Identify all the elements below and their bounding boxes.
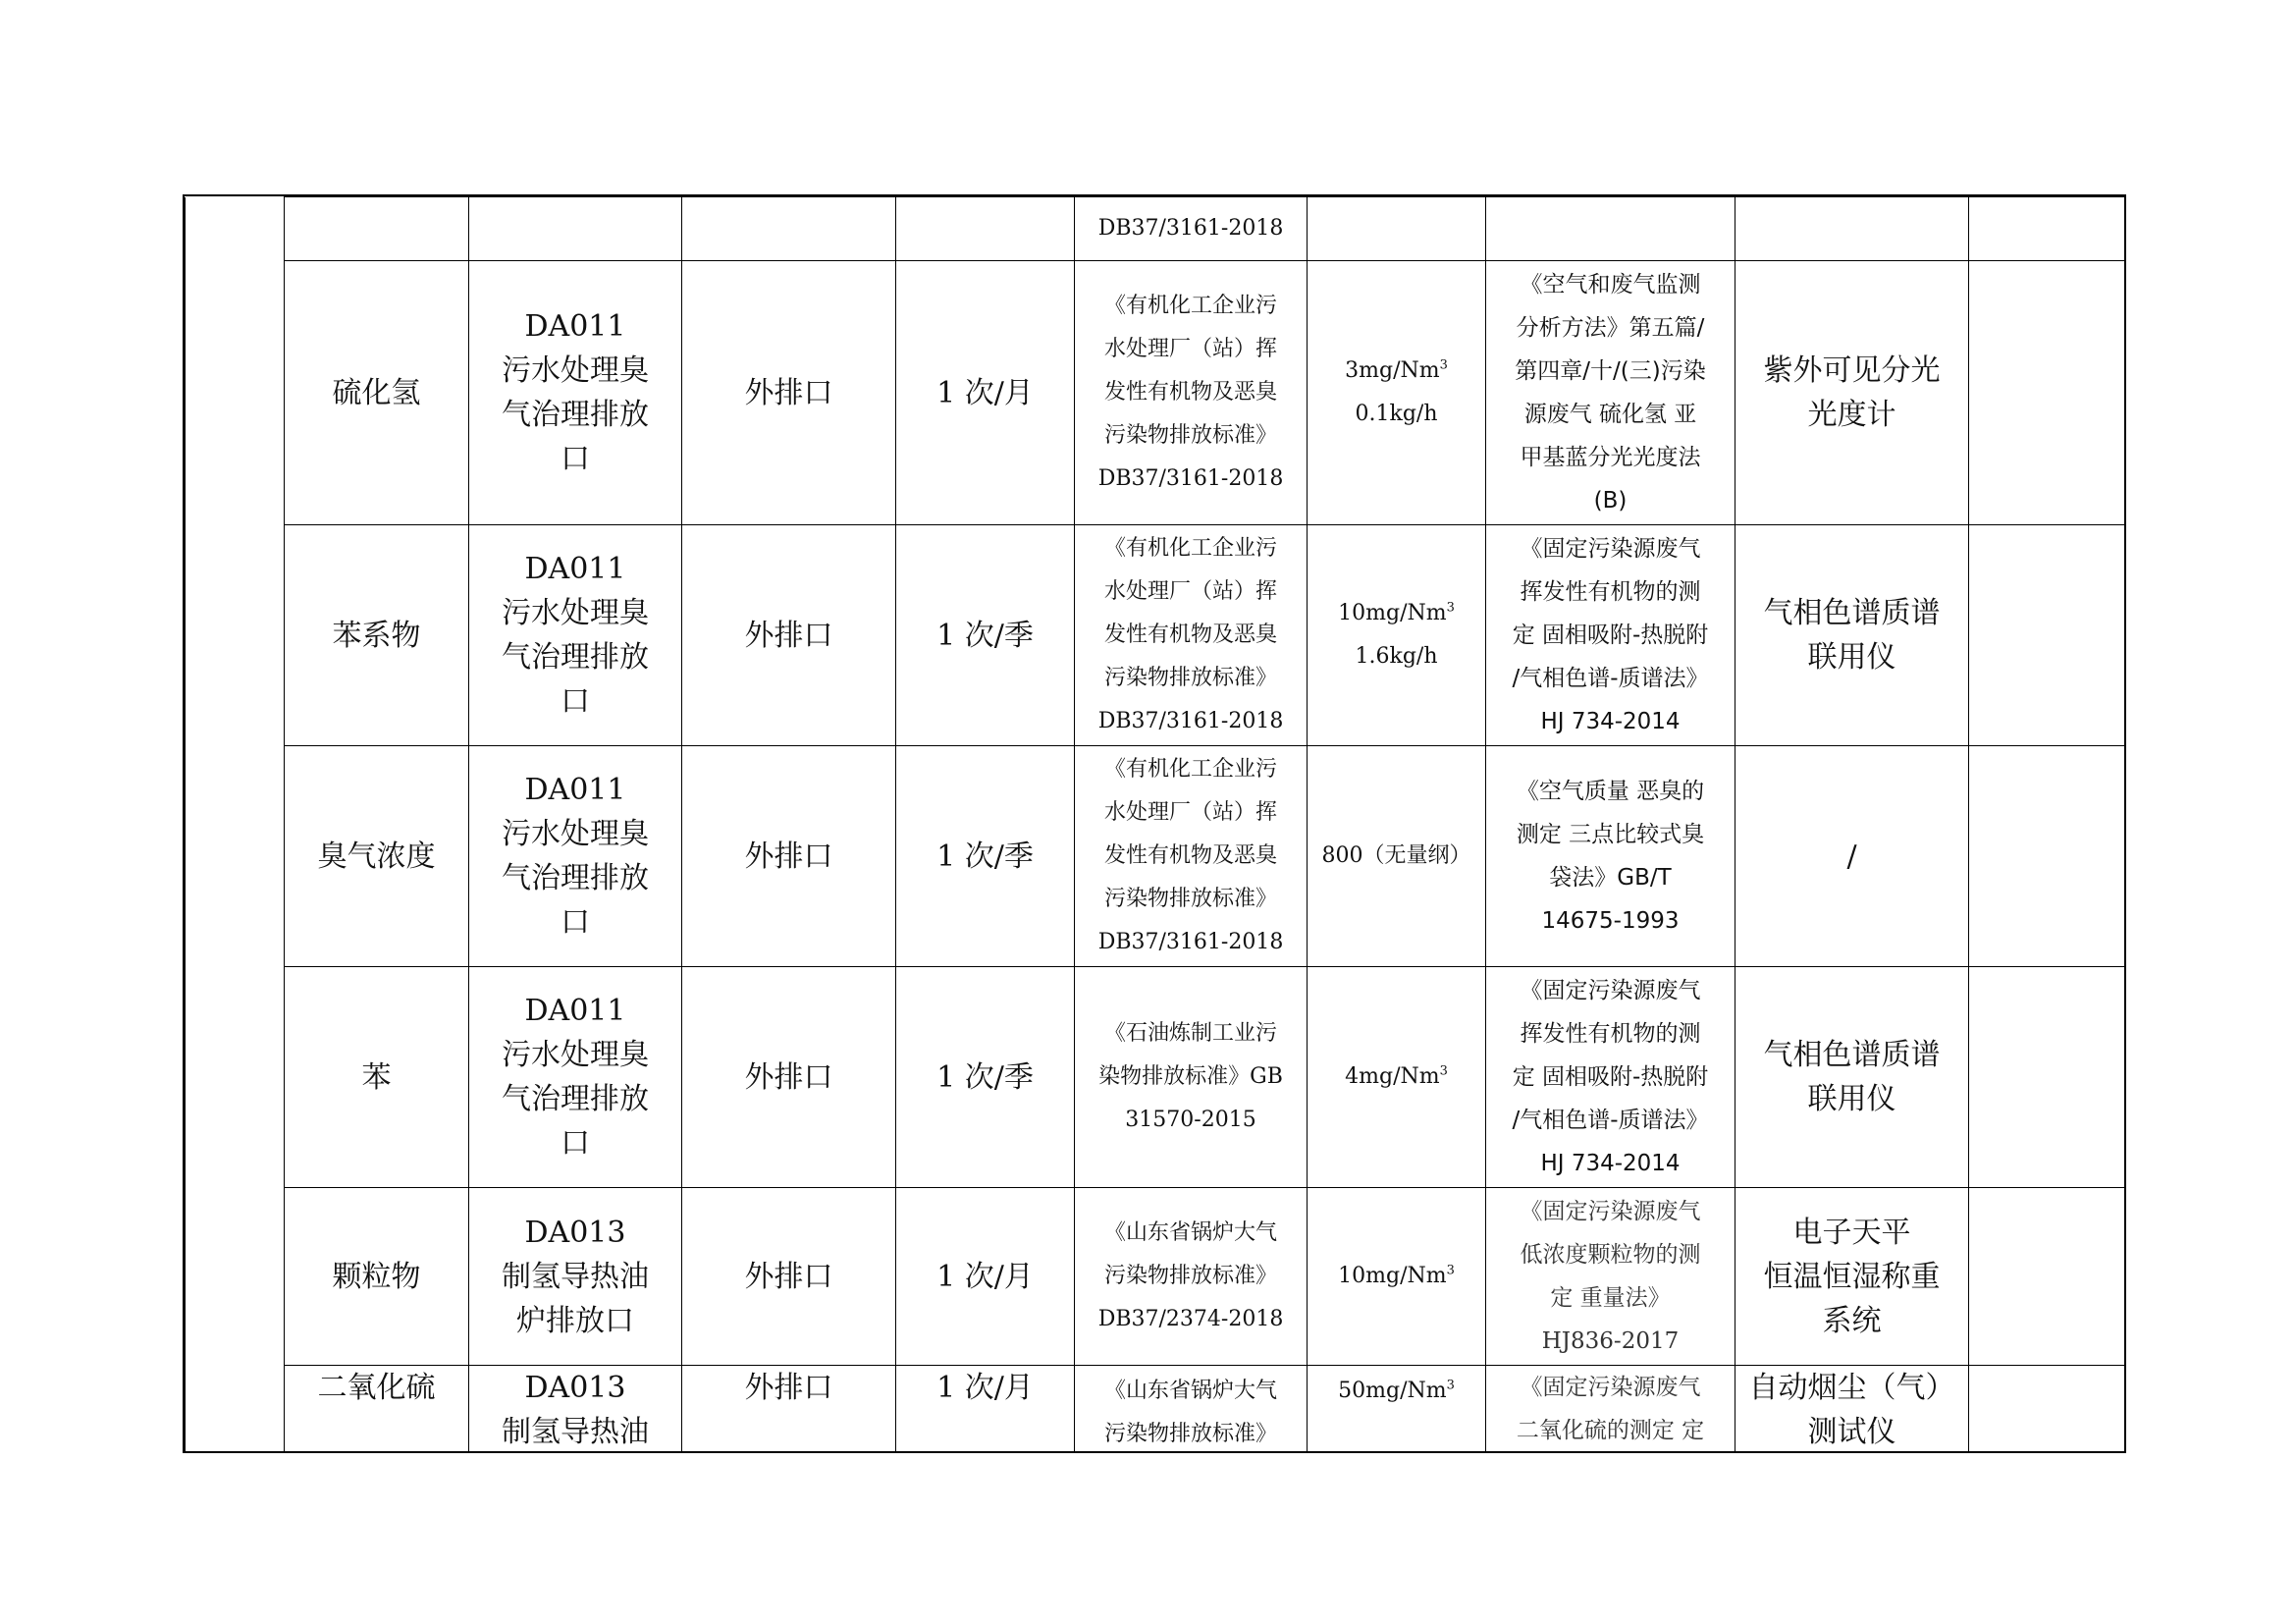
standard-text: 《有机化工企业污 (1103, 294, 1277, 318)
outlet-text: 污水处理臭 (502, 596, 649, 630)
standard-cell (1075, 525, 1308, 746)
method-cell (1486, 261, 1735, 525)
pollutant-cell (285, 1188, 469, 1366)
merged-category-cell (186, 746, 285, 967)
outlet-cell (469, 197, 682, 261)
outlet-text: 炉排放口 (516, 1303, 634, 1338)
standard-text: DB37/3161-2018 (1097, 216, 1284, 241)
frequency-cell (896, 967, 1075, 1188)
notes-cell (1969, 197, 2125, 261)
notes-cell (1969, 967, 2125, 1188)
outlet-cell (469, 261, 682, 525)
method-text: HJ836-2017 (1541, 1328, 1680, 1354)
outlet-text: 口 (561, 684, 590, 719)
method-text: 第四章/十/(三)污染 (1515, 358, 1706, 384)
standard-text: DB37/3161-2018 (1097, 466, 1284, 491)
outlet-text: 气治理排放 (502, 1082, 649, 1116)
standard-text: 污染物排放标准》 (1103, 1264, 1277, 1288)
method-cell (1486, 967, 1735, 1188)
pollutant-cell (285, 967, 469, 1188)
outlet-type-cell (682, 1188, 896, 1366)
instrument-text: 系统 (1822, 1303, 1882, 1338)
standard-text: DB37/3161-2018 (1097, 930, 1284, 954)
limit-unit-superscript: 3 (1446, 1378, 1455, 1393)
pollutant-text: 苯系物 (332, 618, 421, 653)
instrument-cell (1735, 746, 1969, 967)
method-text: 《固定污染源废气 (1520, 1375, 1701, 1400)
method-cell (1486, 525, 1735, 746)
instrument-text: 光度计 (1807, 398, 1896, 432)
limit-cell (1308, 197, 1486, 261)
standard-cell (1075, 1188, 1308, 1366)
frequency-text: 1 次/月 (936, 1259, 1034, 1294)
outlet-text: DA011 (524, 773, 626, 807)
standard-text: 水处理厂（站）挥 (1103, 337, 1277, 361)
method-text: HJ 734-2014 (1540, 1151, 1681, 1176)
merged-category-cell (186, 261, 285, 525)
instrument-text: 联用仪 (1807, 640, 1896, 675)
limit-cell (1308, 261, 1486, 525)
instrument-text: 自动烟尘（气） (1748, 1371, 1955, 1405)
outlet-type-text: 外排口 (744, 1371, 833, 1405)
table-row (186, 1366, 2125, 1454)
frequency-cell (896, 1366, 1075, 1454)
outlet-cell (469, 1188, 682, 1366)
limit-text: 800（无量纲） (1321, 843, 1471, 868)
limit-cell (1308, 967, 1486, 1188)
frequency-text: 1 次/月 (936, 375, 1034, 410)
outlet-type-cell (682, 746, 896, 967)
outlet-text: DA013 (524, 1215, 626, 1250)
method-text: 源废气 硫化氢 亚 (1523, 402, 1697, 427)
standard-cell (1075, 1366, 1308, 1454)
outlet-cell (469, 525, 682, 746)
outlet-text: 污水处理臭 (502, 1038, 649, 1072)
pollutant-cell (285, 197, 469, 261)
limit-text: 10mg/Nm$^3$ (1338, 1263, 1455, 1288)
method-text: 二氧化硫的测定 定 (1516, 1418, 1705, 1443)
method-text: HJ 734-2014 (1540, 709, 1681, 734)
pollutant-cell (285, 1366, 469, 1454)
standard-text: 《有机化工企业污 (1103, 536, 1277, 561)
method-text: 《固定污染源废气 (1520, 536, 1701, 562)
frequency-text: 1 次/季 (936, 839, 1034, 874)
outlet-text: 污水处理臭 (502, 817, 649, 851)
instrument-cell (1735, 1366, 1969, 1454)
outlet-cell (469, 967, 682, 1188)
outlet-text: DA013 (524, 1371, 626, 1405)
pollutant-text: 苯 (361, 1059, 392, 1095)
standard-text: 发性有机物及恶臭 (1103, 843, 1277, 868)
table-row (186, 525, 2125, 746)
table-row (186, 967, 2125, 1188)
limit-cell (1308, 1188, 1486, 1366)
limit-text: 3mg/Nm$^3$ (1345, 357, 1448, 383)
method-text: 14675-1993 (1541, 908, 1680, 934)
method-text: 挥发性有机物的测 (1520, 579, 1701, 605)
method-text: 挥发性有机物的测 (1520, 1021, 1701, 1047)
table-row (186, 261, 2125, 525)
pollutant-text: 二氧化硫 (317, 1371, 436, 1405)
method-cell (1486, 746, 1735, 967)
outlet-text: DA011 (524, 552, 626, 586)
table-row (186, 746, 2125, 967)
table-row (186, 1188, 2125, 1366)
instrument-text: 测试仪 (1807, 1415, 1896, 1449)
standard-text: 《石油炼制工业污 (1103, 1021, 1277, 1046)
notes-cell (1969, 1188, 2125, 1366)
method-text: (B) (1593, 488, 1628, 514)
monitoring-table (183, 194, 2126, 1453)
standard-text: 污染物排放标准》 (1103, 666, 1277, 690)
pollutant-cell (285, 525, 469, 746)
pollutant-cell (285, 261, 469, 525)
frequency-cell (896, 746, 1075, 967)
instrument-cell (1735, 967, 1969, 1188)
method-text: /气相色谱-质谱法》 (1512, 1108, 1709, 1133)
instrument-text: 电子天平 (1792, 1215, 1911, 1250)
standard-text: 污染物排放标准》 (1103, 1422, 1277, 1446)
frequency-cell (896, 525, 1075, 746)
notes-cell (1969, 1366, 2125, 1454)
standard-text: 水处理厂（站）挥 (1103, 800, 1277, 825)
frequency-cell (896, 261, 1075, 525)
standard-cell (1075, 197, 1308, 261)
instrument-cell (1735, 261, 1969, 525)
frequency-text: 1 次/季 (936, 1059, 1034, 1095)
frequency-text: 1 次/季 (936, 618, 1034, 653)
outlet-text: 气治理排放 (502, 640, 649, 675)
outlet-text: 口 (561, 905, 590, 940)
outlet-type-cell (682, 967, 896, 1188)
outlet-type-cell (682, 197, 896, 261)
standard-text: 《有机化工企业污 (1103, 757, 1277, 782)
outlet-cell (469, 746, 682, 967)
method-text: 甲基蓝分光光度法 (1520, 445, 1701, 470)
method-text: /气相色谱-质谱法》 (1512, 666, 1709, 691)
outlet-text: 气治理排放 (502, 861, 649, 895)
method-text: 定 固相吸附-热脱附 (1512, 623, 1709, 648)
merged-category-cell (186, 1366, 285, 1454)
merged-category-cell (186, 967, 285, 1188)
standard-cell (1075, 261, 1308, 525)
outlet-text: 污水处理臭 (502, 353, 649, 388)
merged-category-cell (186, 197, 285, 261)
method-text: 测定 三点比较式臭 (1516, 822, 1705, 847)
limit-cell (1308, 746, 1486, 967)
standard-text: DB37/3161-2018 (1097, 709, 1284, 733)
limit-unit-superscript: 3 (1446, 1263, 1455, 1278)
standard-text: 31570-2015 (1125, 1108, 1256, 1132)
outlet-type-cell (682, 1366, 896, 1454)
limit-cell (1308, 1366, 1486, 1454)
outlet-text: 口 (561, 442, 590, 476)
instrument-text: / (1846, 839, 1857, 874)
standard-text: 《山东省锅炉大气 (1103, 1379, 1277, 1403)
standard-text: 污染物排放标准》 (1103, 423, 1277, 448)
method-text: 低浓度颗粒物的测 (1520, 1242, 1701, 1268)
notes-cell (1969, 746, 2125, 967)
merged-category-cell (186, 1188, 285, 1366)
pollutant-cell (285, 746, 469, 967)
method-text: 定 固相吸附-热脱附 (1512, 1064, 1709, 1090)
standard-cell (1075, 967, 1308, 1188)
method-text: 《空气质量 恶臭的 (1516, 779, 1705, 804)
instrument-text: 联用仪 (1807, 1082, 1896, 1116)
instrument-text: 紫外可见分光 (1763, 353, 1941, 388)
method-text: 《固定污染源废气 (1520, 978, 1701, 1003)
outlet-type-text: 外排口 (744, 618, 833, 653)
monitoring-table-grid (185, 196, 2125, 1453)
standard-text: 发性有机物及恶臭 (1103, 380, 1277, 405)
frequency-cell (896, 1188, 1075, 1366)
instrument-cell (1735, 197, 1969, 261)
notes-cell (1969, 261, 2125, 525)
pollutant-text: 臭气浓度 (317, 839, 436, 874)
outlet-text: 制氢导热油 (502, 1415, 649, 1449)
method-cell (1486, 1366, 1735, 1454)
outlet-type-text: 外排口 (744, 839, 833, 874)
pollutant-text: 硫化氢 (332, 375, 421, 410)
method-text: 《固定污染源废气 (1520, 1199, 1701, 1224)
standard-text: 水处理厂（站）挥 (1103, 579, 1277, 604)
merged-category-cell (186, 525, 285, 746)
limit-text: 0.1kg/h (1355, 402, 1438, 426)
standard-text: 染物排放标准》GB (1098, 1064, 1283, 1089)
limit-unit-superscript: 3 (1446, 600, 1455, 616)
frequency-cell (896, 197, 1075, 261)
limit-text: 10mg/Nm$^3$ (1338, 600, 1455, 625)
frequency-text: 1 次/月 (936, 1371, 1034, 1405)
standard-text: 发性有机物及恶臭 (1103, 623, 1277, 647)
instrument-text: 气相色谱质谱 (1763, 1038, 1941, 1072)
limit-unit-superscript: 3 (1439, 357, 1448, 373)
outlet-text: DA011 (524, 994, 626, 1028)
method-text: 定 重量法》 (1550, 1285, 1671, 1311)
outlet-type-text: 外排口 (744, 1059, 833, 1095)
instrument-text: 气相色谱质谱 (1763, 596, 1941, 630)
instrument-cell (1735, 1188, 1969, 1366)
method-text: 袋法》GB/T (1549, 865, 1672, 891)
notes-cell (1969, 525, 2125, 746)
instrument-cell (1735, 525, 1969, 746)
limit-unit-superscript: 3 (1439, 1063, 1448, 1079)
limit-text: 1.6kg/h (1355, 644, 1438, 669)
standard-text: 《山东省锅炉大气 (1103, 1220, 1277, 1245)
outlet-cell (469, 1366, 682, 1454)
method-text: 分析方法》第五篇/ (1516, 315, 1705, 341)
outlet-type-cell (682, 261, 896, 525)
standard-text: DB37/2374-2018 (1097, 1307, 1284, 1331)
limit-text: 4mg/Nm$^3$ (1345, 1063, 1448, 1089)
pollutant-text: 颗粒物 (332, 1259, 421, 1294)
instrument-text: 恒温恒湿称重 (1763, 1259, 1941, 1294)
outlet-text: 气治理排放 (502, 398, 649, 432)
outlet-text: DA011 (524, 309, 626, 344)
method-text: 《空气和废气监测 (1520, 272, 1701, 298)
limit-cell (1308, 525, 1486, 746)
standard-cell (1075, 746, 1308, 967)
outlet-type-cell (682, 525, 896, 746)
method-cell (1486, 197, 1735, 261)
standard-text: 污染物排放标准》 (1103, 887, 1277, 911)
limit-text: 50mg/Nm$^3$ (1338, 1378, 1455, 1403)
outlet-type-text: 外排口 (744, 1259, 833, 1294)
method-cell (1486, 1188, 1735, 1366)
table-row (186, 197, 2125, 261)
outlet-text: 制氢导热油 (502, 1259, 649, 1294)
outlet-type-text: 外排口 (744, 375, 833, 410)
outlet-text: 口 (561, 1126, 590, 1161)
